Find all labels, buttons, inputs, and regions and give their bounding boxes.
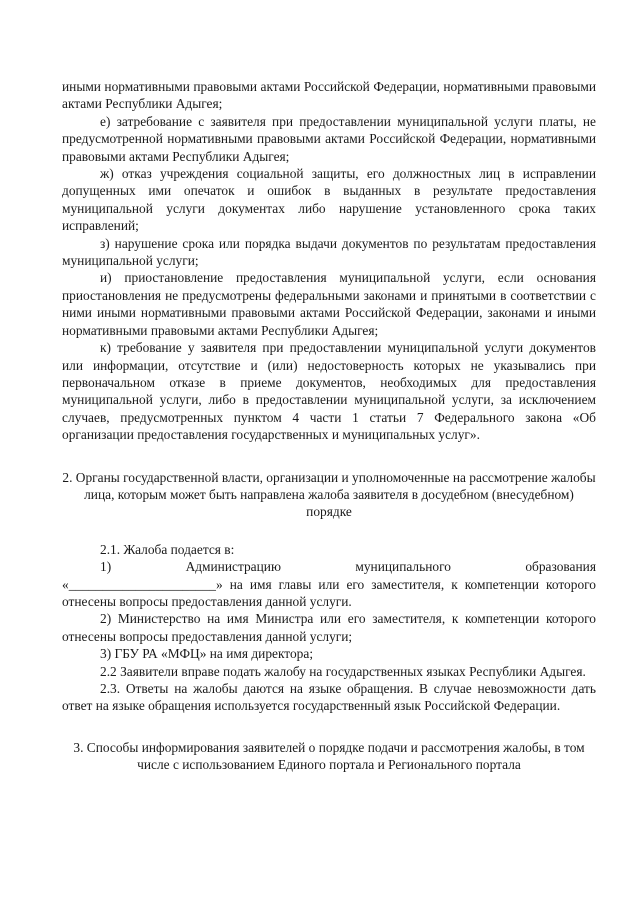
spacer (62, 444, 596, 469)
item-z: з) нарушение срока или порядка выдачи документов по результатам предоставления муниципальной услуги; (62, 235, 596, 269)
item-number: 1) (100, 559, 112, 575)
paragraph-continuation: иными нормативными правовыми актами Российской Федерации, нормативными правовыми актами Республики Адыгея; (62, 79, 596, 112)
item-i: и) приостановление предоставления муниципальной услуги, если основания приостановления не предусмотрены федеральными законами и принятыми в соответствии с ними иными нормативными правовыми актами Российской Федерации, законами и иными нормативными правовыми актами Республики Адыгея; (62, 270, 596, 338)
paragraph-2-1-1-first-line (62, 558, 596, 575)
word: образования (525, 559, 596, 575)
spacer (62, 715, 596, 739)
paragraph-2-3: 2.3. Ответы на жалобы даются на языке обращения. В случае невозможности дать ответ на языке обращения используется государственный язык Российской Федерации. (62, 681, 596, 714)
word: Администрацию (185, 559, 281, 575)
item-k: к) требование у заявителя при предоставлении муниципальной услуги документов или информации, отсутствие и (или) недостоверность которых не указывались при первоначальном отказе в приеме документов, необходимых для предоставления муниципальной услуги, либо в предоставлении муниципальной услуги, за исключением случаев, предусмотренных пунктом 4 части 1 статьи 7 Федерального закона «Об организации предоставления государственных и муниципальных услуг». (62, 340, 596, 443)
item-zh: ж) отказ учреждения социальной защиты, его должностных лиц в исправлении допущенных ими опечаток и ошибок в выданных в результате предоставления муниципальной услуги документах либо нарушение установленного срока таких исправлений; (62, 166, 596, 234)
section-3-heading: 3. Способы информирования заявителей о порядке подачи и рассмотрения жалобы, в том числе с использованием Единого портала и Регионального портала (73, 739, 585, 773)
paragraph-2-1-3: 3) ГБУ РА «МФЦ» на имя директора; (100, 646, 314, 662)
word: муниципального (355, 559, 451, 575)
item-e: е) затребование с заявителя при предоставлении муниципальной услуги платы, не предусмотренной нормативными правовыми актами Российской Федерации, нормативными правовыми актами Республики Адыгея; (62, 113, 596, 164)
paragraph-2-1: 2.1. Жалоба подается в: (100, 541, 235, 557)
paragraph-2-1-2: 2) Министерство на имя Министра или его заместителя, к компетенции которого отнесены вопросы предоставления данной услуги; (62, 611, 596, 644)
document-page (62, 78, 596, 774)
paragraph-2-1-1-rest: «______________________» на имя главы или его заместителя, к компетенции которого отнесены вопросы предоставления данной услуги. (62, 576, 596, 609)
paragraph-2-2: 2.2 Заявители вправе подать жалобу на государственных языках Республики Адыгея. (100, 663, 586, 679)
spacer (62, 521, 596, 541)
section-2-heading: 2. Органы государственной власти, организации и уполномоченные на рассмотрение жалобы лица, которым может быть направлена жалоба заявителя в досудебном (внесудебном) порядке (62, 469, 596, 520)
